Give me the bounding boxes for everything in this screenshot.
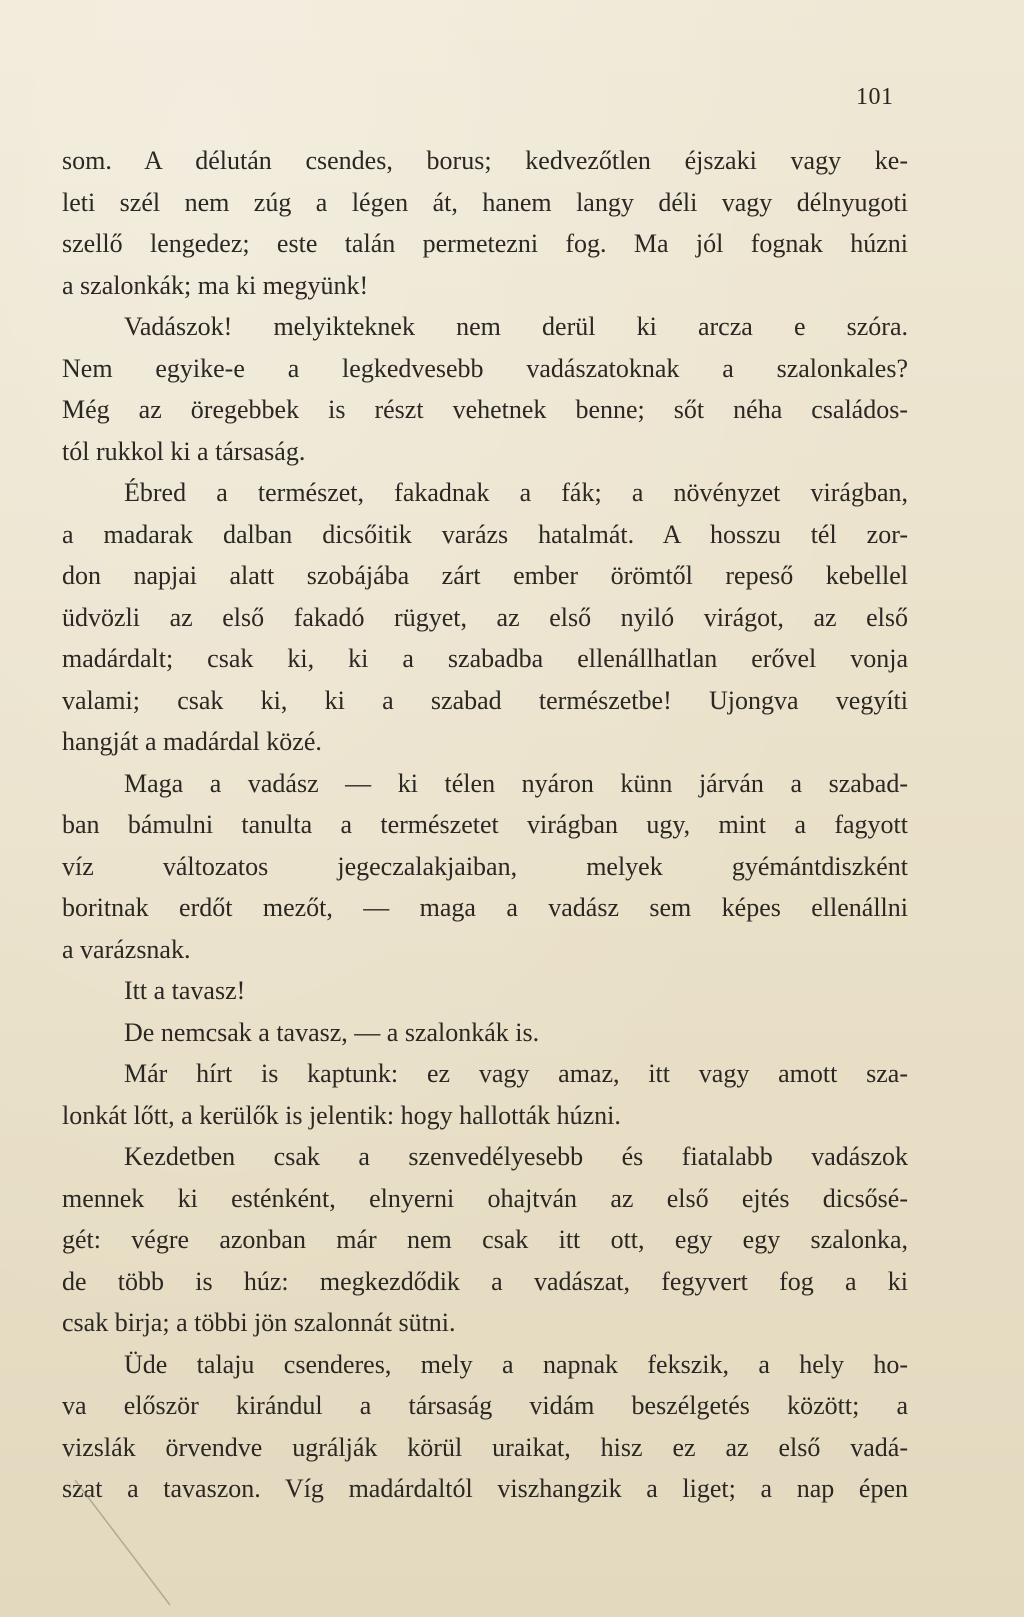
text-line: Már hírt is kaptunk: ez vagy amaz, itt vagy amott sza- xyxy=(124,1059,908,1088)
text-line: Maga a vadász — ki télen nyáron künn járván a szabad- xyxy=(124,768,908,798)
text-line: gét: végre azonban már nem csak itt ott, egy egy szalonka, xyxy=(62,1225,908,1254)
text-line: csak birja; a többi jön szalonnát sütni. xyxy=(62,1308,456,1337)
text-line: a szalonkák; ma ki megyünk! xyxy=(62,270,369,300)
text-line: Nem egyike-e a legkedvesebb vadászatoknak a szalonkales? xyxy=(62,353,908,383)
text-line: Kezdetben csak a szenvedélyesebb és fiatalabb vadászok xyxy=(124,1142,908,1171)
text-line: De nemcsak a tavasz, — a szalonkák is. xyxy=(124,1017,540,1047)
text-line: víz változatos jegeczalakjaiban, melyek gyémántdiszként xyxy=(62,851,908,881)
body-text xyxy=(62,140,908,1510)
text-line: vizslák örvendve ugrálják körül uraikat, hisz ez az első vadá- xyxy=(62,1432,908,1462)
text-line: de több is húz: megkezdődik a vadászat, fegyvert fog a ki xyxy=(62,1266,908,1296)
text-line: Üde talaju csenderes, mely a napnak fekszik, a hely ho- xyxy=(124,1349,908,1379)
page-number: 101 xyxy=(856,84,894,110)
text-line: va először kirándul a társaság vidám beszélgetés között; a xyxy=(62,1391,908,1420)
text-line: valami; csak ki, ki a szabad természetbe! Ujongva vegyíti xyxy=(62,685,908,715)
text-line: Vadászok! melyikteknek nem derül ki arcza e szóra. xyxy=(124,312,908,341)
text-line: som. A délután csendes, borus; kedvezőtlen éjszaki vagy ke- xyxy=(62,146,908,175)
text-line: don napjai alatt szobájába zárt ember örömtől repeső kebellel xyxy=(62,561,908,590)
text-line: boritnak erdőt mezőt, — maga a vadász sem képes ellenállni xyxy=(62,893,908,922)
text-line: leti szél nem zúg a légen át, hanem langy déli vagy délnyugoti xyxy=(62,187,908,217)
text-line: a madarak dalban dicsőitik varázs hatalmát. A hosszu tél zor- xyxy=(62,519,908,549)
text-line: tól rukkol ki a társaság. xyxy=(62,436,306,466)
text-line: lonkát lőtt, a kerülők is jelentik: hogy hallották húzni. xyxy=(62,1100,621,1130)
text-line: madárdalt; csak ki, ki a szabadba ellenállhatlan erővel vonja xyxy=(62,644,908,673)
text-line: ban bámulni tanulta a természetet virágban ugy, mint a fagyott xyxy=(62,810,908,839)
text-line: hangját a madárdal közé. xyxy=(62,727,322,756)
text-line: a varázsnak. xyxy=(62,934,191,964)
page-crease-mark xyxy=(70,1470,180,1610)
text-line: Még az öregebbek is részt vehetnek benne; sőt néha családos- xyxy=(62,395,908,424)
text-line: Ébred a természet, fakadnak a fák; a növényzet virágban, xyxy=(124,478,908,507)
text-line: szellő lengedez; este talán permetezni fog. Ma jól fognak húzni xyxy=(62,229,908,258)
text-line: szat a tavaszon. Víg madárdaltól viszhangzik a liget; a nap épen xyxy=(62,1474,908,1503)
text-line: mennek ki esténként, elnyerni ohajtván az első ejtés dicsősé- xyxy=(62,1183,908,1213)
text-line: Itt a tavasz! xyxy=(124,976,246,1005)
text-line: üdvözli az első fakadó rügyet, az első nyiló virágot, az első xyxy=(62,602,908,632)
